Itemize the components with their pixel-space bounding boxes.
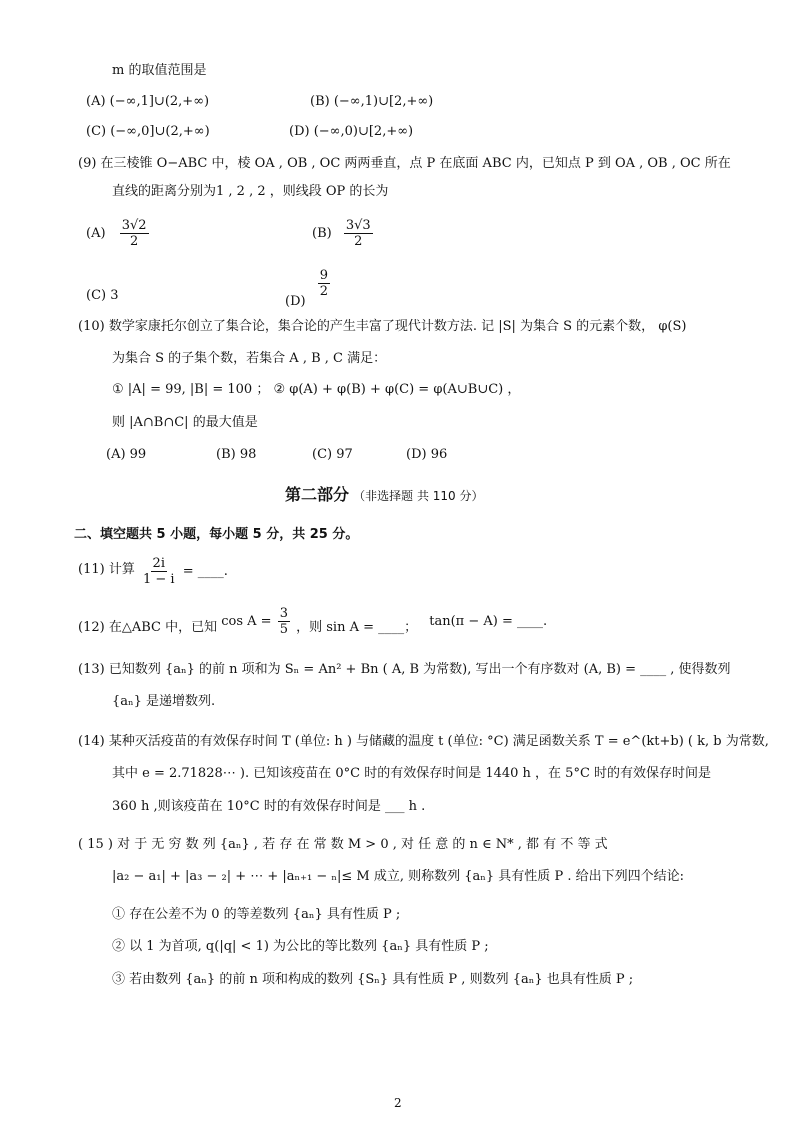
q10-option-d: (D) 96 <box>406 447 448 462</box>
q12-denominator: 5 <box>279 622 288 637</box>
q9-option-b-fraction <box>344 218 373 249</box>
q13-line2: {aₙ} 是递增数列. <box>112 694 216 709</box>
q10-line3: ① |A| = 99, |B| = 100 ； ② φ(A) + φ(B) + φ(C) = φ(A∪B∪C) ， <box>112 382 521 397</box>
q8-option-c: (C) (−∞,0]∪(2,+∞) <box>86 124 210 139</box>
q11-prefix: (11) 计算 <box>78 562 135 577</box>
q15-line2: |a₂ − a₁| + |a₃ − ₂| + ⋯ + |aₙ₊₁ − ₙ|≤ M 成立, 则称数列 {aₙ} 具有性质 P . 给出下列四个结论: <box>112 869 684 884</box>
q9-option-d-denominator: 2 <box>319 284 328 299</box>
q9-option-d-label: (D) <box>285 294 306 309</box>
q15-conclusion-2: ② 以 1 为首项, q(|q| < 1) 为公比的等比数列 {aₙ} 具有性质 P ; <box>112 939 489 954</box>
q10-line2: 为集合 S 的子集个数，若集合 A , B , C 满足： <box>112 351 387 366</box>
q10-option-c: (C) 97 <box>312 447 353 462</box>
q11-suffix: = ____. <box>182 564 228 579</box>
q9-option-a-label: (A) <box>86 226 106 241</box>
q15-line1: ( 15 ) 对 于 无 穷 数 列 {aₙ} , 若 存 在 常 数 M > 0 , 对 任 意 的 n ∈ N* , 都 有 不 等 式 <box>78 837 608 852</box>
q12-prefix: (12) 在△ABC 中，已知 <box>78 620 218 635</box>
q14-line1: (14) 某种灭活疫苗的有效保存时间 T (单位: h ) 与储藏的温度 t (单位: °C) 满足函数关系 T = e^(kt+b) ( k, b 为常数, <box>78 734 769 749</box>
q9-option-d-fraction <box>318 268 330 299</box>
q11-numerator: 2i <box>152 556 165 571</box>
q8-option-d: (D) (−∞,0)∪[2,+∞) <box>289 124 414 139</box>
q9-option-a-fraction <box>120 218 149 249</box>
q10-line1: (10) 数学家康托尔创立了集合论，集合论的产生丰富了现代计数方法. 记 |S| 为集合 S 的元素个数， φ(S) <box>78 319 687 334</box>
q9-option-c: (C) 3 <box>86 288 119 303</box>
q12 <box>78 606 547 637</box>
q9-line1: (9) 在三棱锥 O−ABC 中，棱 OA , OB , OC 两两垂直，点 P 在底面 ABC 内，已知点 P 到 OA , OB , OC 所在 <box>78 156 731 171</box>
q12-cos: cos A = <box>221 614 272 629</box>
q9-option-b <box>312 218 375 249</box>
q10-option-b: (B) 98 <box>216 447 257 462</box>
q11-fraction <box>141 556 177 587</box>
q11-denominator: 1 − i <box>142 572 175 587</box>
q14-line2: 其中 e = 2.71828⋯ ). 已知该疫苗在 0°C 时的有效保存时间是 1440 h ，在 5°C 时的有效保存时间是 <box>112 766 712 781</box>
q9-option-a-numerator: 3√2 <box>121 218 147 233</box>
q9-option-d <box>285 268 332 309</box>
q12-fraction <box>278 606 290 637</box>
q9-option-b-denominator: 2 <box>354 234 363 249</box>
q9-option-d-numerator: 9 <box>319 268 328 283</box>
q9-option-b-numerator: 3√3 <box>345 218 371 233</box>
q10-option-a: (A) 99 <box>106 447 147 462</box>
section2-heading: 二、填空题共 5 小题，每小题 5 分，共 25 分。 <box>74 527 359 542</box>
q14-line3: 360 h ,则该疫苗在 10°C 时的有效保存时间是 ___ h . <box>112 799 426 814</box>
page-number: 2 <box>394 1096 402 1110</box>
q15-conclusion-3: ③ 若由数列 {aₙ} 的前 n 项和构成的数列 {Sₙ} 具有性质 P , 则数列 {aₙ} 也具有性质 P ; <box>112 972 634 987</box>
part2-title: 第二部分 <box>285 485 350 504</box>
q12-mid: ，则 sin A = ____； <box>296 620 418 635</box>
q13-line1: (13) 已知数列 {aₙ} 的前 n 项和为 Sₙ = An² + Bn ( A, B 为常数), 写出一个有序数对 (A, B) = ____ , 使得数列 <box>78 662 731 677</box>
q15-conclusion-1: ① 存在公差不为 0 的等差数列 {aₙ} 具有性质 P ; <box>112 907 401 922</box>
q10-line4: 则 |A∩B∩C| 的最大值是 <box>112 415 258 430</box>
q11 <box>78 556 228 587</box>
q9-option-a-denominator: 2 <box>129 234 139 249</box>
q9-option-a <box>86 218 151 249</box>
q8-stem: m 的取值范围是 <box>112 63 207 78</box>
q9-line2: 直线的距离分别为1 , 2 , 2 ，则线段 OP 的长为 <box>112 184 389 199</box>
q12-tan: tan(π − A) = ____. <box>429 614 548 629</box>
part2-subtitle: （非选择题 共 110 分） <box>353 489 484 503</box>
part2-heading <box>285 484 484 508</box>
q9-option-b-label: (B) <box>312 226 332 241</box>
q12-numerator: 3 <box>279 606 288 621</box>
q8-option-a: (A) (−∞,1]∪(2,+∞) <box>86 94 210 109</box>
q8-option-b: (B) (−∞,1)∪[2,+∞) <box>310 94 434 109</box>
